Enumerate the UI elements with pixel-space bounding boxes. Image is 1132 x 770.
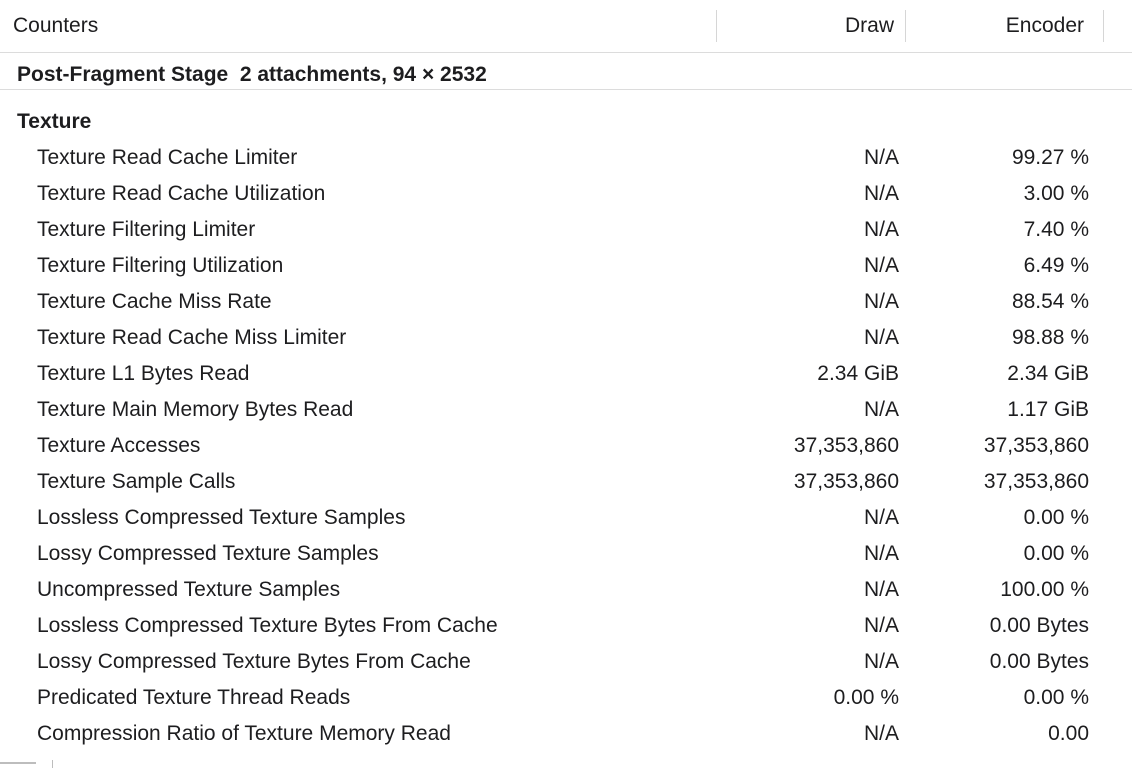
- counter-encoder-value: 6.49 %: [1023, 254, 1089, 277]
- counter-encoder-value: 7.40 %: [1023, 218, 1089, 241]
- bottom-divider: [52, 760, 53, 768]
- counter-name: Texture Main Memory Bytes Read: [37, 398, 354, 421]
- counter-encoder-value: 88.54 %: [1011, 290, 1089, 313]
- counter-draw-value: N/A: [863, 542, 899, 565]
- counter-row[interactable]: [0, 608, 1132, 644]
- stage-row[interactable]: [0, 53, 1132, 90]
- counter-draw-value: N/A: [863, 218, 899, 241]
- counter-encoder-value: 0.00 Bytes: [989, 614, 1089, 637]
- counter-row[interactable]: [0, 500, 1132, 536]
- counter-name: Uncompressed Texture Samples: [37, 578, 341, 601]
- counter-name: Predicated Texture Thread Reads: [37, 686, 351, 709]
- counter-list: [0, 140, 1132, 752]
- column-header-encoder[interactable]: Encoder: [1005, 14, 1084, 37]
- counter-name: Texture Filtering Utilization: [37, 254, 284, 277]
- table-header: [0, 0, 1132, 53]
- column-header-draw[interactable]: Draw: [844, 14, 894, 37]
- counter-encoder-value: 0.00 Bytes: [989, 650, 1089, 673]
- counter-row[interactable]: [0, 212, 1132, 248]
- counter-row[interactable]: [0, 284, 1132, 320]
- bottom-control-edge: [0, 762, 36, 770]
- stage-label: Post-Fragment Stage 2 attachments, 94 × 2532: [17, 63, 487, 86]
- counter-name: Texture Read Cache Limiter: [37, 146, 298, 169]
- counter-name: Texture Read Cache Miss Limiter: [37, 326, 347, 349]
- counter-encoder-value: 100.00 %: [1000, 578, 1089, 601]
- counter-draw-value: N/A: [863, 650, 899, 673]
- counter-row[interactable]: [0, 356, 1132, 392]
- counter-name: Lossy Compressed Texture Samples: [37, 542, 379, 565]
- counter-draw-value: 37,353,860: [793, 470, 899, 493]
- counter-name: Lossy Compressed Texture Bytes From Cache: [37, 650, 471, 673]
- counter-draw-value: N/A: [863, 146, 899, 169]
- counter-name: Texture Cache Miss Rate: [37, 290, 272, 313]
- counter-name: Texture Filtering Limiter: [37, 218, 256, 241]
- counter-draw-value: 0.00 %: [833, 686, 899, 709]
- counter-name: Lossless Compressed Texture Samples: [37, 506, 406, 529]
- counter-encoder-value: 37,353,860: [983, 434, 1089, 457]
- counter-encoder-value: 99.27 %: [1011, 146, 1089, 169]
- counter-row[interactable]: [0, 680, 1132, 716]
- counter-draw-value: N/A: [863, 722, 899, 745]
- counter-draw-value: 2.34 GiB: [817, 362, 899, 385]
- counter-draw-value: N/A: [863, 290, 899, 313]
- counter-draw-value: N/A: [863, 326, 899, 349]
- counter-draw-value: N/A: [863, 506, 899, 529]
- counter-encoder-value: 0.00 %: [1023, 506, 1089, 529]
- counter-row[interactable]: [0, 320, 1132, 356]
- counter-draw-value: N/A: [863, 182, 899, 205]
- counter-draw-value: N/A: [863, 254, 899, 277]
- counter-encoder-value: 0.00: [1048, 722, 1089, 745]
- counter-row[interactable]: [0, 248, 1132, 284]
- column-divider[interactable]: [905, 10, 906, 42]
- column-header-counters[interactable]: Counters: [13, 14, 99, 37]
- counter-row[interactable]: [0, 140, 1132, 176]
- counter-row[interactable]: [0, 572, 1132, 608]
- column-divider[interactable]: [716, 10, 717, 42]
- counter-encoder-value: 2.34 GiB: [1007, 362, 1089, 385]
- counter-encoder-value: 3.00 %: [1023, 182, 1089, 205]
- counter-draw-value: N/A: [863, 578, 899, 601]
- counter-draw-value: N/A: [863, 398, 899, 421]
- counter-name: Texture Sample Calls: [37, 470, 236, 493]
- counter-encoder-value: 98.88 %: [1011, 326, 1089, 349]
- counter-name: Texture L1 Bytes Read: [37, 362, 250, 385]
- section-title-texture[interactable]: Texture: [17, 110, 92, 133]
- column-divider[interactable]: [1103, 10, 1104, 42]
- counter-draw-value: N/A: [863, 614, 899, 637]
- counter-row[interactable]: [0, 644, 1132, 680]
- counter-row[interactable]: [0, 464, 1132, 500]
- counter-encoder-value: 37,353,860: [983, 470, 1089, 493]
- counter-row[interactable]: [0, 176, 1132, 212]
- counter-row[interactable]: [0, 716, 1132, 752]
- counter-row[interactable]: [0, 428, 1132, 464]
- counter-name: Texture Read Cache Utilization: [37, 182, 326, 205]
- counter-name: Lossless Compressed Texture Bytes From Cache: [37, 614, 498, 637]
- counter-name: Compression Ratio of Texture Memory Read: [37, 722, 451, 745]
- counter-encoder-value: 1.17 GiB: [1007, 398, 1089, 421]
- counter-row[interactable]: [0, 392, 1132, 428]
- counter-draw-value: 37,353,860: [793, 434, 899, 457]
- counter-encoder-value: 0.00 %: [1023, 542, 1089, 565]
- counter-encoder-value: 0.00 %: [1023, 686, 1089, 709]
- counter-row[interactable]: [0, 536, 1132, 572]
- counter-name: Texture Accesses: [37, 434, 201, 457]
